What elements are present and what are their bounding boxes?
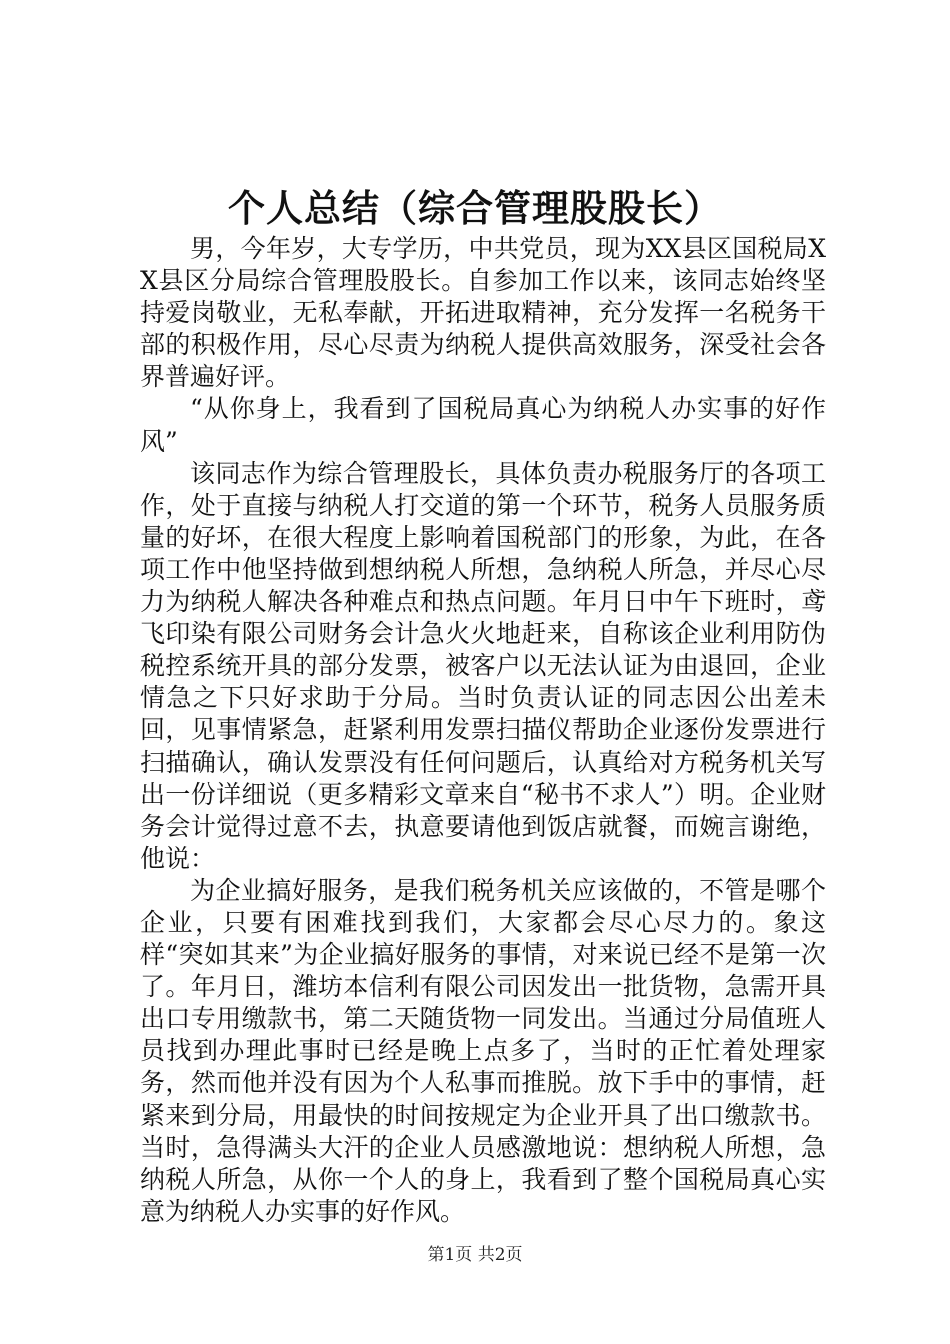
paragraph-intro: 男，今年岁，大专学历，中共党员，现为XX县区国税局XX县区分局综合管理股股长。自参加工作以来，该同志始终坚持爱岗敬业，无私奉献，开拓进取精神，充分发挥一名税务干部的积极作用，尽心尽责为纳税人提供高效服务，深受社会各界普遍好评。 [140, 234, 826, 392]
paragraph-service-hall: 该同志作为综合管理股长，具体负责办税服务厅的各项工作，处于直接与纳税人打交道的第一个环节，税务人员服务质量的好坏，在很大程度上影响着国税部门的形象，为此，在各项工作中他坚持做到想纳税人所想，急纳税人所急，并尽心尽力为纳税人解决各种难点和热点问题。年月日中午下班时，鸢飞印染有限公司财务会计急火火地赶来，自称该企业利用防伪税控系统开具的部分发票，被客户以无法认证为由退回，企业情急之下只好求助于分局。当时负责认证的同志因公出差未回，见事情紧急，赶紧利用发票扫描仪帮助企业逐份发票进行扫描确认，确认发票没有任何问题后，认真给对方税务机关写出一份详细说（更多精彩文章来自“秘书不求人”）明。企业财务会计觉得过意不去，执意要请他到饭店就餐，而婉言谢绝，他说： [140, 458, 826, 873]
document-title: 个人总结（综合管理股股长） [228, 186, 722, 230]
document-body [140, 233, 826, 1228]
page-footer: 第1页 共2页 [427, 1245, 523, 1265]
paragraph-quote: “从你身上，我看到了国税局真心为纳税人办实事的好作风” [140, 394, 826, 456]
paragraph-enterprise-service: 为企业搞好服务，是我们税务机关应该做的，不管是哪个企业，只要有困难找到我们，大家都会尽心尽力的。象这样“突如其来”为企业搞好服务的事情，对来说已经不是第一次了。年月日，潍坊本信利有限公司因发出一批货物，急需开具出口专用缴款书，第二天随货物一同发出。当通过分局值班人员找到办理此事时已经是晚上点多了，当时的正忙着处理家务，然而他并没有因为个人私事而推脱。放下手中的事情，赶紧来到分局，用最快的时间按规定为企业开具了出口缴款书。当时，急得满头大汗的企业人员感激地说：想纳税人所想，急纳税人所急，从你一个人的身上，我看到了整个国税局真心实意为纳税人办实事的好作风。 [140, 875, 826, 1226]
